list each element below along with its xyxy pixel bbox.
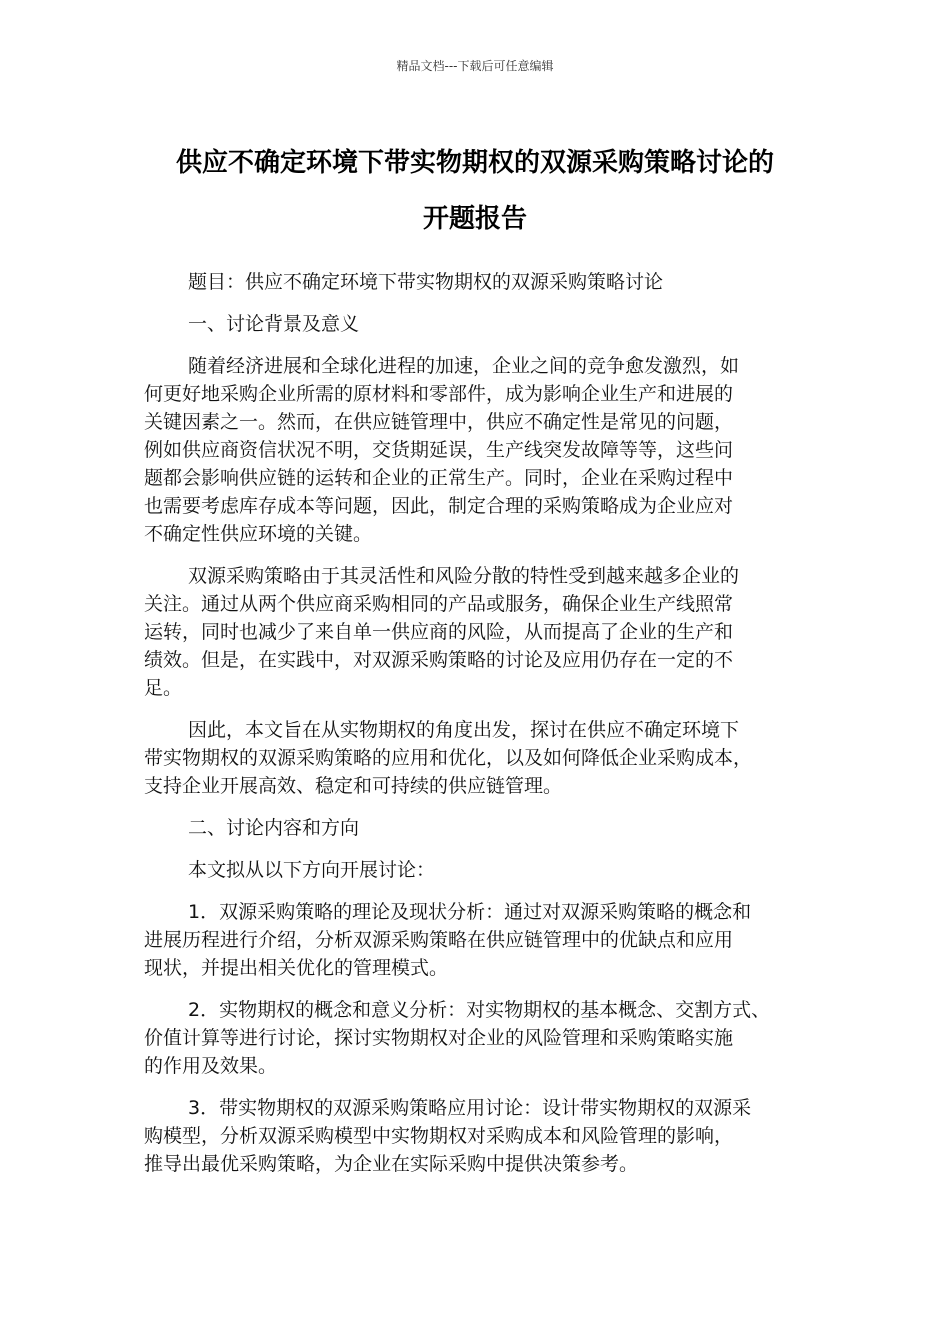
paragraph-purpose bbox=[144, 716, 810, 800]
text-line: 带实物期权的双源采购策略的应用和优化，以及如何降低企业采购成本， bbox=[144, 747, 753, 769]
text-line: 现状，并提出相关优化的管理模式。 bbox=[144, 957, 449, 979]
text-line: 2．实物期权的概念和意义分析：对实物期权的基本概念、交割方式、 bbox=[188, 999, 771, 1021]
section-2-intro: 本文拟从以下方向开展讨论： bbox=[188, 859, 436, 881]
list-item-3 bbox=[144, 1094, 810, 1178]
page-header-note: 精品文档---下载后可任意编辑 bbox=[396, 59, 554, 73]
text-line: 支持企业开展高效、稳定和可持续的供应链管理。 bbox=[144, 775, 563, 797]
text-line: 的作用及效果。 bbox=[144, 1055, 278, 1077]
text-line: 关键因素之一。然而，在供应链管理中，供应不确定性是常见的问题， bbox=[144, 411, 734, 433]
document-body bbox=[144, 268, 810, 1192]
list-item-1 bbox=[144, 898, 810, 982]
section-1-heading: 一、讨论背景及意义 bbox=[188, 313, 360, 335]
text-line: 何更好地采购企业所需的原材料和零部件，成为影响企业生产和进展的 bbox=[144, 383, 734, 405]
text-line: 购模型，分析双源采购模型中实物期权对采购成本和风险管理的影响， bbox=[144, 1125, 734, 1147]
list-item-2 bbox=[144, 996, 810, 1080]
paragraph-background bbox=[144, 352, 810, 548]
text-line: 双源采购策略由于其灵活性和风险分散的特性受到越来越多企业的 bbox=[188, 565, 740, 587]
text-line: 不确定性供应环境的关键。 bbox=[144, 523, 373, 545]
text-line: 题都会影响供应链的运转和企业的正常生产。同时，企业在采购过程中 bbox=[144, 467, 734, 489]
text-line: 例如供应商资信状况不明，交货期延误，生产线突发故障等等，这些问 bbox=[144, 439, 734, 461]
paragraph-dual-sourcing bbox=[144, 562, 810, 702]
text-line: 关注。通过从两个供应商采购相同的产品或服务，确保企业生产线照常 bbox=[144, 593, 734, 615]
text-line: 推导出最优采购策略，为企业在实际采购中提供决策参考。 bbox=[144, 1153, 639, 1175]
text-line: 足。 bbox=[144, 677, 183, 699]
text-line: 也需要考虑库存成本等问题，因此，制定合理的采购策略成为企业应对 bbox=[144, 495, 734, 517]
text-line: 进展历程进行介绍，分析双源采购策略在供应链管理中的优缺点和应用 bbox=[144, 929, 734, 951]
text-line: 运转，同时也减少了来自单一供应商的风险，从而提高了企业的生产和 bbox=[144, 621, 734, 643]
text-line: 绩效。但是，在实践中，对双源采购策略的讨论及应用仍存在一定的不 bbox=[144, 649, 734, 671]
topic-line: 题目：供应不确定环境下带实物期权的双源采购策略讨论 bbox=[188, 271, 664, 293]
title-line-2: 开题报告 bbox=[422, 204, 527, 234]
document-title bbox=[120, 135, 830, 247]
section-2-heading: 二、讨论内容和方向 bbox=[188, 817, 360, 839]
text-line: 随着经济进展和全球化进程的加速，企业之间的竞争愈发激烈，如 bbox=[188, 355, 740, 377]
text-line: 因此，本文旨在从实物期权的角度出发，探讨在供应不确定环境下 bbox=[188, 719, 740, 741]
text-line: 1．双源采购策略的理论及现状分析：通过对双源采购策略的概念和 bbox=[188, 901, 752, 923]
text-line: 3．带实物期权的双源采购策略应用讨论：设计带实物期权的双源采 bbox=[188, 1097, 752, 1119]
title-line-1: 供应不确定环境下带实物期权的双源采购策略讨论的 bbox=[175, 148, 774, 178]
text-line: 价值计算等进行讨论，探讨实物期权对企业的风险管理和采购策略实施 bbox=[144, 1027, 734, 1049]
